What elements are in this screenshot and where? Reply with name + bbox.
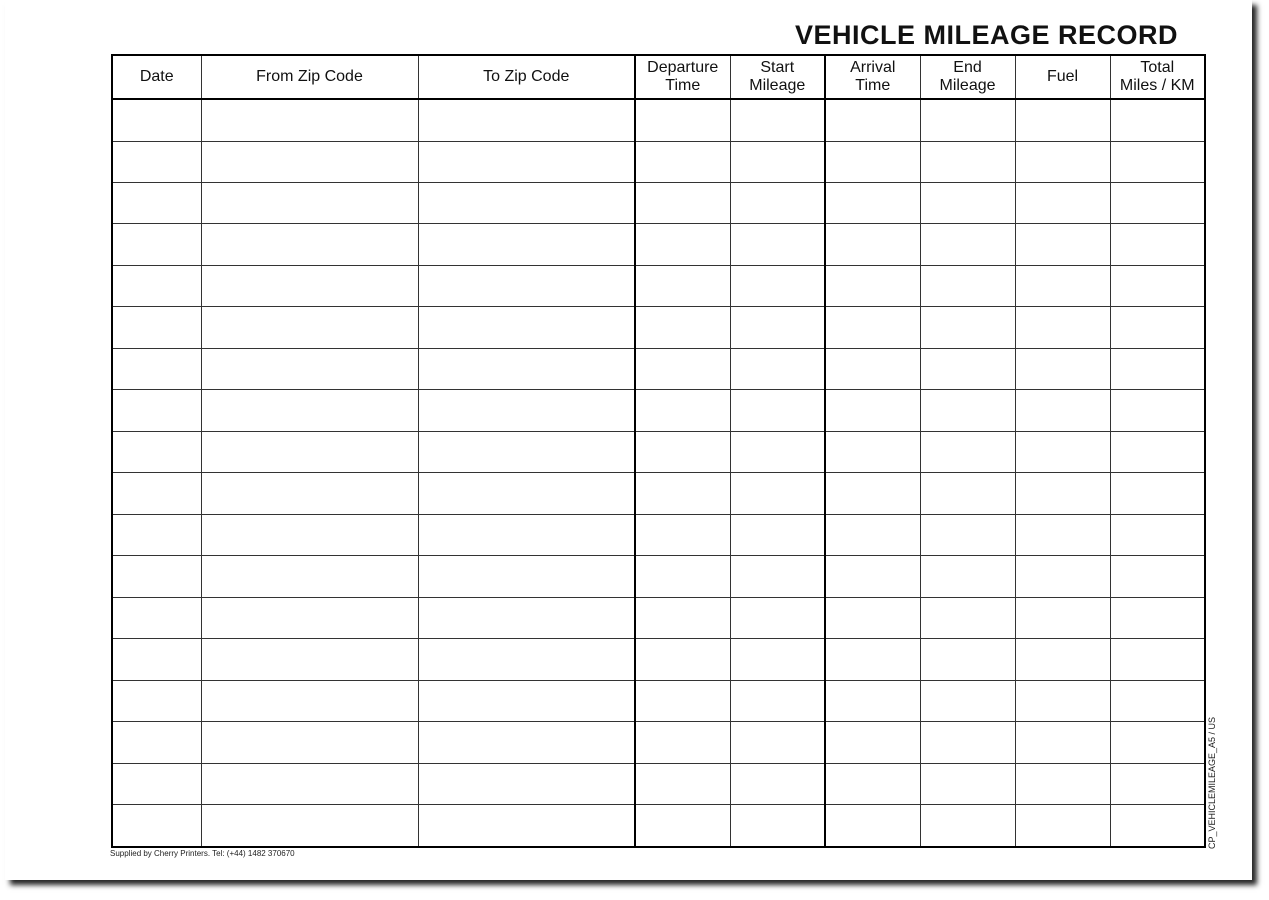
entry-cell[interactable] [825, 473, 920, 514]
entry-cell[interactable] [1015, 639, 1110, 680]
entry-cell[interactable] [1015, 514, 1110, 555]
entry-cell[interactable] [825, 348, 920, 389]
entry-cell[interactable] [112, 390, 201, 431]
entry-cell[interactable] [201, 431, 418, 472]
entry-cell[interactable] [635, 556, 730, 597]
entry-cell[interactable] [201, 265, 418, 306]
entry-cell[interactable] [635, 224, 730, 265]
column-header-total-miles: Total Miles / KM [1110, 55, 1205, 99]
table-row [112, 182, 1205, 223]
entry-cell[interactable] [418, 763, 635, 804]
entry-cell[interactable] [418, 307, 635, 348]
entry-cell[interactable] [1110, 805, 1205, 847]
table-row [112, 307, 1205, 348]
entry-cell[interactable] [635, 307, 730, 348]
entry-cell[interactable] [920, 514, 1015, 555]
entry-cell[interactable] [920, 307, 1015, 348]
entry-cell[interactable] [1110, 265, 1205, 306]
entry-cell[interactable] [418, 597, 635, 638]
entry-cell[interactable] [920, 99, 1015, 141]
entry-cell[interactable] [730, 556, 825, 597]
entry-cell[interactable] [730, 805, 825, 847]
entry-cell[interactable] [635, 99, 730, 141]
entry-cell[interactable] [1110, 431, 1205, 472]
entry-cell[interactable] [1015, 431, 1110, 472]
table-row [112, 639, 1205, 680]
table-row [112, 348, 1205, 389]
entry-cell[interactable] [730, 431, 825, 472]
entry-cell[interactable] [635, 390, 730, 431]
table-body [112, 99, 1205, 847]
entry-cell[interactable] [418, 639, 635, 680]
entry-cell[interactable] [112, 680, 201, 721]
table-row [112, 763, 1205, 804]
entry-cell[interactable] [920, 431, 1015, 472]
entry-cell[interactable] [112, 556, 201, 597]
entry-cell[interactable] [418, 224, 635, 265]
entry-cell[interactable] [920, 141, 1015, 182]
form-title: VEHICLE MILEAGE RECORD [794, 20, 1178, 50]
entry-cell[interactable] [635, 265, 730, 306]
entry-cell[interactable] [112, 265, 201, 306]
entry-cell[interactable] [825, 182, 920, 223]
column-header-fuel: Fuel [1015, 55, 1110, 99]
entry-cell[interactable] [730, 514, 825, 555]
table-row [112, 99, 1205, 141]
entry-cell[interactable] [635, 763, 730, 804]
entry-cell[interactable] [418, 805, 635, 847]
entry-cell[interactable] [635, 514, 730, 555]
column-header-to-zip: To Zip Code [418, 55, 635, 99]
entry-cell[interactable] [418, 473, 635, 514]
entry-cell[interactable] [1015, 182, 1110, 223]
entry-cell[interactable] [825, 805, 920, 847]
entry-cell[interactable] [730, 473, 825, 514]
entry-cell[interactable] [201, 99, 418, 141]
entry-cell[interactable] [112, 348, 201, 389]
entry-cell[interactable] [635, 680, 730, 721]
entry-cell[interactable] [112, 307, 201, 348]
mileage-table [111, 54, 1206, 848]
entry-cell[interactable] [1110, 224, 1205, 265]
entry-cell[interactable] [1110, 763, 1205, 804]
entry-cell[interactable] [1015, 307, 1110, 348]
entry-cell[interactable] [1110, 141, 1205, 182]
entry-cell[interactable] [920, 390, 1015, 431]
entry-cell[interactable] [730, 639, 825, 680]
entry-cell[interactable] [1015, 805, 1110, 847]
entry-cell[interactable] [1015, 390, 1110, 431]
entry-cell[interactable] [201, 556, 418, 597]
entry-cell[interactable] [920, 597, 1015, 638]
entry-cell[interactable] [825, 639, 920, 680]
supplier-footer: Supplied by Cherry Printers. Tel: (+44) 1482 370670 [110, 849, 295, 858]
column-header-start-mileage: Start Mileage [730, 55, 825, 99]
header-row [112, 55, 1205, 99]
table-row [112, 597, 1205, 638]
entry-cell[interactable] [201, 307, 418, 348]
entry-cell[interactable] [730, 141, 825, 182]
entry-cell[interactable] [201, 473, 418, 514]
entry-cell[interactable] [201, 514, 418, 555]
entry-cell[interactable] [418, 141, 635, 182]
entry-cell[interactable] [418, 390, 635, 431]
entry-cell[interactable] [730, 307, 825, 348]
entry-cell[interactable] [1110, 99, 1205, 141]
entry-cell[interactable] [730, 224, 825, 265]
table-row [112, 431, 1205, 472]
entry-cell[interactable] [201, 805, 418, 847]
entry-cell[interactable] [1015, 224, 1110, 265]
entry-cell[interactable] [635, 639, 730, 680]
entry-cell[interactable] [418, 99, 635, 141]
entry-cell[interactable] [418, 722, 635, 763]
entry-cell[interactable] [418, 556, 635, 597]
entry-cell[interactable] [112, 722, 201, 763]
entry-cell[interactable] [920, 224, 1015, 265]
entry-cell[interactable] [825, 514, 920, 555]
entry-cell[interactable] [920, 556, 1015, 597]
entry-cell[interactable] [920, 265, 1015, 306]
entry-cell[interactable] [418, 182, 635, 223]
entry-cell[interactable] [730, 348, 825, 389]
entry-cell[interactable] [825, 680, 920, 721]
table-row [112, 224, 1205, 265]
form-sheet [5, 0, 1252, 880]
entry-cell[interactable] [1110, 556, 1205, 597]
entry-cell[interactable] [1110, 722, 1205, 763]
entry-cell[interactable] [1015, 265, 1110, 306]
entry-cell[interactable] [730, 722, 825, 763]
entry-cell[interactable] [201, 141, 418, 182]
table-row [112, 722, 1205, 763]
entry-cell[interactable] [201, 390, 418, 431]
table-row [112, 473, 1205, 514]
entry-cell[interactable] [635, 473, 730, 514]
form-code: CP_VEHICLEMILEAGE_A5 / US [1207, 716, 1217, 849]
entry-cell[interactable] [730, 99, 825, 141]
table-row [112, 680, 1205, 721]
entry-cell[interactable] [201, 348, 418, 389]
entry-cell[interactable] [1015, 680, 1110, 721]
entry-cell[interactable] [418, 348, 635, 389]
entry-cell[interactable] [201, 639, 418, 680]
entry-cell[interactable] [112, 763, 201, 804]
entry-cell[interactable] [1015, 597, 1110, 638]
entry-cell[interactable] [201, 597, 418, 638]
entry-cell[interactable] [1015, 141, 1110, 182]
entry-cell[interactable] [920, 182, 1015, 223]
entry-cell[interactable] [1110, 473, 1205, 514]
entry-cell[interactable] [418, 514, 635, 555]
entry-cell[interactable] [635, 182, 730, 223]
entry-cell[interactable] [635, 597, 730, 638]
entry-cell[interactable] [635, 722, 730, 763]
table-row [112, 141, 1205, 182]
entry-cell[interactable] [920, 722, 1015, 763]
entry-cell[interactable] [1110, 680, 1205, 721]
entry-cell[interactable] [920, 805, 1015, 847]
entry-cell[interactable] [635, 431, 730, 472]
table-row [112, 390, 1205, 431]
entry-cell[interactable] [730, 597, 825, 638]
entry-cell[interactable] [635, 348, 730, 389]
entry-cell[interactable] [112, 141, 201, 182]
entry-cell[interactable] [920, 639, 1015, 680]
entry-cell[interactable] [1110, 390, 1205, 431]
entry-cell[interactable] [920, 348, 1015, 389]
entry-cell[interactable] [730, 182, 825, 223]
entry-cell[interactable] [418, 265, 635, 306]
entry-cell[interactable] [920, 763, 1015, 804]
entry-cell[interactable] [112, 99, 201, 141]
entry-cell[interactable] [112, 514, 201, 555]
entry-cell[interactable] [1110, 307, 1205, 348]
table-row [112, 805, 1205, 847]
entry-cell[interactable] [825, 763, 920, 804]
entry-cell[interactable] [825, 224, 920, 265]
entry-cell[interactable] [825, 722, 920, 763]
entry-cell[interactable] [825, 307, 920, 348]
entry-cell[interactable] [1015, 763, 1110, 804]
entry-cell[interactable] [730, 390, 825, 431]
entry-cell[interactable] [112, 182, 201, 223]
entry-cell[interactable] [201, 680, 418, 721]
entry-cell[interactable] [112, 473, 201, 514]
entry-cell[interactable] [825, 390, 920, 431]
entry-cell[interactable] [1015, 348, 1110, 389]
entry-cell[interactable] [825, 99, 920, 141]
entry-cell[interactable] [112, 431, 201, 472]
table-row [112, 514, 1205, 555]
entry-cell[interactable] [418, 431, 635, 472]
entry-cell[interactable] [825, 265, 920, 306]
entry-cell[interactable] [635, 141, 730, 182]
column-header-departure-time: Departure Time [635, 55, 730, 99]
column-header-arrival-time: Arrival Time [825, 55, 920, 99]
entry-cell[interactable] [201, 224, 418, 265]
entry-cell[interactable] [112, 224, 201, 265]
table-row [112, 556, 1205, 597]
table-row [112, 265, 1205, 306]
entry-cell[interactable] [920, 680, 1015, 721]
entry-cell[interactable] [1015, 722, 1110, 763]
entry-cell[interactable] [730, 265, 825, 306]
column-header-from-zip: From Zip Code [201, 55, 418, 99]
entry-cell[interactable] [730, 680, 825, 721]
entry-cell[interactable] [201, 722, 418, 763]
entry-cell[interactable] [1015, 473, 1110, 514]
entry-cell[interactable] [825, 141, 920, 182]
entry-cell[interactable] [1110, 182, 1205, 223]
entry-cell[interactable] [635, 805, 730, 847]
entry-cell[interactable] [1110, 639, 1205, 680]
entry-cell[interactable] [1015, 556, 1110, 597]
entry-cell[interactable] [1110, 348, 1205, 389]
entry-cell[interactable] [201, 763, 418, 804]
column-header-date: Date [112, 55, 201, 99]
entry-cell[interactable] [418, 680, 635, 721]
entry-cell[interactable] [1015, 99, 1110, 141]
entry-cell[interactable] [112, 597, 201, 638]
entry-cell[interactable] [825, 597, 920, 638]
entry-cell[interactable] [201, 182, 418, 223]
entry-cell[interactable] [730, 763, 825, 804]
entry-cell[interactable] [825, 556, 920, 597]
column-header-end-mileage: End Mileage [920, 55, 1015, 99]
entry-cell[interactable] [112, 639, 201, 680]
entry-cell[interactable] [825, 431, 920, 472]
entry-cell[interactable] [112, 805, 201, 847]
entry-cell[interactable] [1110, 514, 1205, 555]
entry-cell[interactable] [920, 473, 1015, 514]
entry-cell[interactable] [1110, 597, 1205, 638]
